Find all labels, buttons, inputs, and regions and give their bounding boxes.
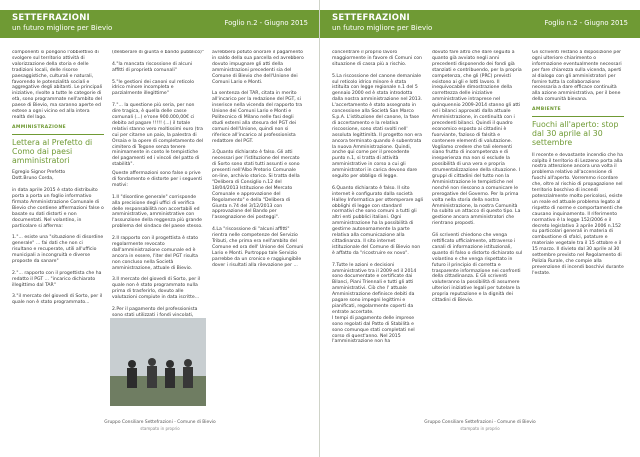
article-paragraph: avrebbero potuto onorare il pagamento in saldo della sua parcella ed avrebbero dovuto impugnare gli atti della amministrazioni precedenti sia del Comune di Bievio che dell'Unione dei Comuni Lario e Monti. La sentenza del TAR, citata in merito all'incarico per la redazione del PGT, si inserisce nella vicenda del rapporto tra Unione dei Comuni Lario e Monti e Politecnico di Milano nelle fasi degli studi esterni alla stesura del PGT dei comuni dell'Unione, quindi non si riferisce all'incarico al professionista redattore del PGT. 3.Quanto dichiarato è falso. Gli atti necessari per l'istituzione del mercato di Sorto sono stati tutti assunti e sono presenti nell'Albo Pretorio Comunale on-line, archivio storico. Si tratta della "Delibera di Consiglio n.12 del 18/04/2013 Istituzione del Mercato Comunale e approvazione del Regolamento" e della "Delibera di Giunta n.74 del 3/12/2013 con approvazione del Bando per l'assegnazione dei posteggi". 4.La "riscossione di "alcuni affitti" rientra nelle competenze del Servizio Tributi, che prima era nell'ambito del Comune ed ora dell' Unione dei Comuni Lario e Monti. Purtroppo tale Servizio parrebbe da un cronico e raggiungibile dover i risultati alla rilevazione per ... xyxy=(212,50,304,268)
article-title: Lettera al Prefetto di Como dai paesi amministratori xyxy=(12,137,93,166)
photo-illustration xyxy=(110,318,206,406)
column-2 xyxy=(432,50,524,430)
article-body: Il recente e devastante incendio che ha colpito il territorio di Lezzeno porta alla nostra attenzione ancora una volta il problema relativo all'accensione di fuochi all'aperto. Vorremmo ricordare che, oltre al rischio di propagazione nel territorio boschivo di incendi potenzialmente molto pericolosi, esiste un reale ed attuale problema legato al rispetto di norme e comportamenti che causano inquinamento. Il riferimento normativo è la legge 152/2006 e il decreto legislativo 3 aprile 2006 n.152 su particolari generali in materia di combustione di sfalci, potature e materiale vegetale tra il 15 ottobre e il 15 marzo. Il divieto dal 30 aprile al 30 settembre previsto nel Regolamento di Polizia Rurale, che compie alla prevenzione di incendi boschivi durante l'estate. xyxy=(532,152,624,276)
column-1 xyxy=(12,50,104,430)
newsletter-subtitle: un futuro migliore per Bievio xyxy=(12,24,113,32)
page-header xyxy=(0,10,320,38)
page-footer xyxy=(0,420,320,432)
issue-label: Foglio n.2 - Giugno 2015 xyxy=(224,19,308,27)
article-title: Fuochi all'aperto: stop dal 30 aprile al 30 settembre xyxy=(532,120,619,148)
section-label: AMBIENTE xyxy=(532,107,561,113)
column-3 xyxy=(532,50,624,430)
article-paragraph: concentrare il proprio lavoro maggiormente in favore di Comuni con situazione di cassa più a rischio. 5.La riscossione del canone demaniale sul reticolo idrico minore è stata istituita con legge regionale n.1 del 5 gennaio 2000 ed è stata introdotta dalla nostra amministrazione nel 2013. L'accertamento è stato assegnato in concessione alla Società San Marco S.p.A. L'istituzione del canone, la fase di accertamento e la relativa riscossione, sono stati svolti nell' assoluta legittimità. Il progetto non era ancora terminato quando è subentrata la nuova Amministrazione. Quindi, anche qui come per il precedente punto n.1, si tratta di attività amministrative in corso a cui gli amministratori in carica devono dare seguito per obbligo di legge. 6.Quanto dichiarato è falso. Il sito internet è configurato dalla società Halley Informatica per ottemperare agli obblighi di legge con standard normativi che sono comuni a tutti gli altri enti pubblici italiani. Ogni amministrazione ha la possibilità di gestirne autonomamente la parte relativa alla comunicazione alla cittadinanza. Il sito internet istituzionale del Comune di Bievio non è affatto da "ricostruire ex novo". 7.Tutte le azioni e decisioni amministrative tra il 2009 ed il 2014 sono documentate e certificate dai Bilanci, Piani Triennali e tutti gli atti amministrativi. Ciò che l' attuale Amministrazione definisce debiti da pagare sono impegni legittimi e pianificati, regolarmente coperti da entrate accertate. I tempi di pagamento delle imprese sono regolati dal Patto di Stabilità e sono comunque stati completati nel corso di quest'anno. Nel 2015 l'amministrazione non ha xyxy=(332,50,424,345)
footer-subline: stampato in proprio xyxy=(140,426,180,431)
footer-line: Gruppo Consiliare Settefrazioni - Comune di Bievio xyxy=(104,420,216,425)
intro-paragraph: componenti si pongono l'obbiettivo di svolgere sul territorio attività di valorizzazione della storia e delle tradizioni locali, delle risorse paesaggistiche, culturali e naturali, favorendo le potenzialità sociali e aggregative degli abitanti. Le principali iniziative, rivolte a tutte le categorie di età, sono programmate nell'ambito del paese di Bievio, ma saranno aperte ed estese a ogni vicino ed alla intera realtà del lago. xyxy=(12,50,103,120)
section-divider xyxy=(532,116,624,117)
page-footer xyxy=(320,420,640,432)
issue-label: Foglio n.2 - Giugno 2015 xyxy=(544,19,628,27)
newsletter-subtitle: un futuro migliore per Bievio xyxy=(332,24,433,32)
section-divider xyxy=(12,134,104,135)
column-3 xyxy=(212,50,304,430)
newsletter-title: SETTEFRAZIONI xyxy=(12,13,90,23)
photo xyxy=(110,318,206,406)
article-paragraph: Queste affermazioni sono false o prive di fondamento e distorte per i seguenti motivi: 1.Il "disordine generale" corrisponde alla precisione degli uffici di verifica delle responsabilità non accertabili ed amministrative, amministrative con l'assunzione della reggenza più grande problema del sindaco del paese stesso. 2.Il rapporto con il progettista è stato regolarmente revocato dall'amministrazione comunale ed è ancora in essere, l'iter del PGT risulta non concluso nella Società amministrazione, attuale di Bievio. 3.Il mercato del giovedì di Sorto, per il quale non è stato programmato nulla prima di trasferirlo, dovuto alle valutazioni compiute in data iscritte... 2.Per il pagamento del professionista sono stati utilizzati i fondi vincolati, xyxy=(112,171,203,318)
newsletter-title: SETTEFRAZIONI xyxy=(332,13,410,23)
article-body: Egregio Signor Prefetto Dott.Bruno Corda, in data aprile 2015 è stato distribuito porta a porta un foglio informativo firmato Amministrazione Comunale di Bievio che contiene affermazioni false o basate su dati distorti e non documentati. Nel volantino, in particolare si afferma: 1."... esiste una "situazione di disordine generale" ... fai dati che non ci risultano e recuperate, utili all'ufficio municipali a incongruità e diverse proposte da sanare" 2."... rapporto con il progettista che ha redatto il PGT ... "incarico dichiarato illegittimo dal TAR" 3."il mercato del giovedì di Sorto, per il quale non è stato programmato... xyxy=(12,170,104,306)
section-label: AMMINISTRAZIONE xyxy=(12,124,66,130)
footer-line: Gruppo Consiliare Settefrazioni - Comune di Bievio xyxy=(424,420,536,425)
footer-subline: stampato in proprio xyxy=(460,426,500,431)
article-paragraph: dovuto fare altro che dare seguito a quanto già avviato negli anni precedenti disponendo dei fondi già stanziati e contribuendo, per la propria competenza, che gli (PRC) previsti esistono ai gli e lotti lavoro. Il inequivocabile dimostrazione della correttezza delle iniziative amministrative intraprese nel quinquennio 2009-2014 stanno gli atti ed i bilanci approvati dalla attuale Amministrazione, in continuità con i precedenti bilanci. Quindi il quadro economico esposto ai cittadini è fuorviante, fazioso di falsità e contenere elementi di valutazione. Vogliamo credere che tali elementi siano frutto di incompetenza e di inesperienza ma non si esclude la possibilità di una vera e propria strumentalizzazione della situazione. I gruppi di cittadini del tutto non la Amministrazione le tempistiche nel nonché non riescono a comunicare le prerogative del Governo. Per la prima volta nella storia della nostra Amministrazione, la nostra Comunità ha subito un attacco di questo tipo. La gestione ancora amministratori che rientrano proposti. Gli scriventi chiedono che venga rettificato ufficialmente, attraverso i canali di informazione istituzionali, quanto di falso o distorto dichiarato sul volantino e che venga rispettato in futuro il principio di corretta e trasparente informazione nei confronti della cittadinanza. E Gli scriventi valuteranno la possibilità di assumere ulteriori iniziative legali per tutelare la propria reputazione e la dignità dei cittadini di Bievio. xyxy=(432,50,523,304)
article-paragraph: Gli scriventi restano a disposizione per ogni ulteriore chiarimento o informazione eventualmente necessari per fare chiarezza sulla vicenda, aperti al dialogo con gli amministratori per fornire tutta la collaborazione necessaria a dare efficace continuità alla azione amministrativa, per il bene della comunità bievana. xyxy=(532,50,622,103)
right-page xyxy=(320,0,640,457)
page-header xyxy=(320,10,640,38)
column-1 xyxy=(332,50,424,430)
article-paragraph: (deliberare di giunta e bando pubblico)" 4."la mancata riscossione di alcuni affitti di proprietà comunali" 5."le gestioni dei canoni sul reticolo idrico minore incompleta e parzialmente illegittime" 7."... la questione più seria, per non dire tragica, è quella delle casse comunali (...) e'rone 900.000,00€ ci debito ad pagare !!!!! (...) il totale relativi stanno vero moltissimi euro (tra cui per citarne un paio, la palestra di Orsaia e la opere di completamento del cimitero di Tegone senza tenere minimamente in conto le tempistiche del pagamenti ed i vincoli del patto di stabilità". xyxy=(112,50,204,168)
